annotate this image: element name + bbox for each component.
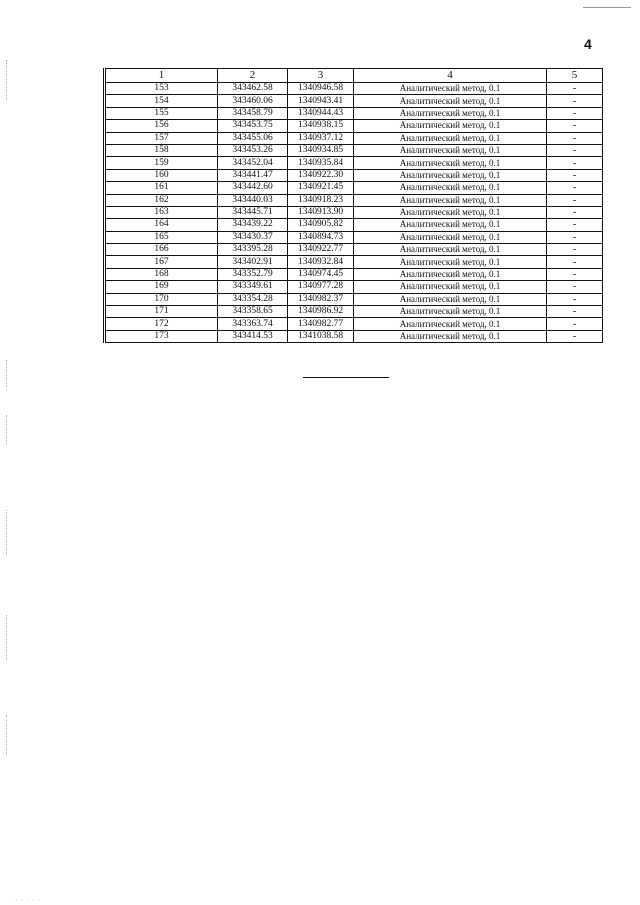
y-coordinate-cell: 1340946.58	[288, 83, 354, 95]
table-row	[105, 120, 603, 132]
x-coordinate-cell: 343440.03	[218, 194, 288, 206]
y-coordinate-cell: 1340922.30	[288, 169, 354, 181]
x-coordinate-cell: 343460.06	[218, 95, 288, 107]
method-cell: Аналитический метод, 0.1	[354, 268, 547, 280]
point-number-cell: 157	[105, 132, 218, 144]
note-cell: -	[547, 318, 603, 330]
note-cell: -	[547, 169, 603, 181]
method-cell: Аналитический метод, 0.1	[354, 244, 547, 256]
method-cell: Аналитический метод, 0.1	[354, 107, 547, 119]
table-row	[105, 182, 603, 194]
method-cell: Аналитический метод, 0.1	[354, 144, 547, 156]
table-row	[105, 107, 603, 119]
note-cell: -	[547, 256, 603, 268]
method-cell: Аналитический метод, 0.1	[354, 182, 547, 194]
point-number-cell: 154	[105, 95, 218, 107]
note-cell: -	[547, 182, 603, 194]
column-header-4: 4	[354, 69, 547, 83]
column-header-5: 5	[547, 69, 603, 83]
table-row	[105, 132, 603, 144]
point-number-cell: 159	[105, 157, 218, 169]
x-coordinate-cell: 343363.74	[218, 318, 288, 330]
method-cell: Аналитический метод, 0.1	[354, 318, 547, 330]
y-coordinate-cell: 1340937.12	[288, 132, 354, 144]
point-number-cell: 167	[105, 256, 218, 268]
method-cell: Аналитический метод, 0.1	[354, 83, 547, 95]
point-number-cell: 160	[105, 169, 218, 181]
note-cell: -	[547, 83, 603, 95]
note-cell: -	[547, 132, 603, 144]
x-coordinate-cell: 343349.61	[218, 281, 288, 293]
point-number-cell: 169	[105, 281, 218, 293]
method-cell: Аналитический метод, 0.1	[354, 306, 547, 318]
x-coordinate-cell: 343442.60	[218, 182, 288, 194]
method-cell: Аналитический метод, 0.1	[354, 256, 547, 268]
y-coordinate-cell: 1340977.28	[288, 281, 354, 293]
note-cell: -	[547, 206, 603, 218]
x-coordinate-cell: 343358.65	[218, 306, 288, 318]
coordinates-table	[103, 68, 603, 343]
note-cell: -	[547, 231, 603, 243]
method-cell: Аналитический метод, 0.1	[354, 231, 547, 243]
margin-scan-dots	[6, 360, 7, 390]
column-header-2: 2	[218, 69, 288, 83]
note-cell: -	[547, 107, 603, 119]
point-number-cell: 156	[105, 120, 218, 132]
table-row	[105, 194, 603, 206]
y-coordinate-cell: 1340921.45	[288, 182, 354, 194]
table-row	[105, 293, 603, 305]
point-number-cell: 162	[105, 194, 218, 206]
column-header-3: 3	[288, 69, 354, 83]
y-coordinate-cell: 1340982.77	[288, 318, 354, 330]
point-number-cell: 173	[105, 330, 218, 342]
table-row	[105, 95, 603, 107]
table-body	[105, 83, 603, 343]
x-coordinate-cell: 343462.58	[218, 83, 288, 95]
point-number-cell: 166	[105, 244, 218, 256]
y-coordinate-cell: 1340974.45	[288, 268, 354, 280]
method-cell: Аналитический метод, 0.1	[354, 194, 547, 206]
x-coordinate-cell: 343455.06	[218, 132, 288, 144]
x-coordinate-cell: 343354.28	[218, 293, 288, 305]
table-row	[105, 144, 603, 156]
note-cell: -	[547, 157, 603, 169]
table-row	[105, 318, 603, 330]
table-header-row	[105, 69, 603, 83]
method-cell: Аналитический метод, 0.1	[354, 169, 547, 181]
margin-scan-dots	[6, 415, 7, 445]
table-row	[105, 244, 603, 256]
table-row	[105, 231, 603, 243]
x-coordinate-cell: 343445.71	[218, 206, 288, 218]
point-number-cell: 168	[105, 268, 218, 280]
point-number-cell: 171	[105, 306, 218, 318]
y-coordinate-cell: 1340982.37	[288, 293, 354, 305]
y-coordinate-cell: 1340986.92	[288, 306, 354, 318]
x-coordinate-cell: 343453.26	[218, 144, 288, 156]
table-row	[105, 83, 603, 95]
x-coordinate-cell: 343452.04	[218, 157, 288, 169]
method-cell: Аналитический метод, 0.1	[354, 120, 547, 132]
top-right-rule	[583, 7, 631, 8]
note-cell: -	[547, 144, 603, 156]
y-coordinate-cell: 1340944.43	[288, 107, 354, 119]
point-number-cell: 155	[105, 107, 218, 119]
x-coordinate-cell: 343441.47	[218, 169, 288, 181]
y-coordinate-cell: 1340938.15	[288, 120, 354, 132]
margin-scan-dots	[6, 60, 7, 100]
y-coordinate-cell: 1340913.90	[288, 206, 354, 218]
method-cell: Аналитический метод, 0.1	[354, 281, 547, 293]
method-cell: Аналитический метод, 0.1	[354, 330, 547, 342]
x-coordinate-cell: 343439.22	[218, 219, 288, 231]
table-row	[105, 256, 603, 268]
method-cell: Аналитический метод, 0.1	[354, 219, 547, 231]
note-cell: -	[547, 306, 603, 318]
table-row	[105, 219, 603, 231]
method-cell: Аналитический метод, 0.1	[354, 293, 547, 305]
method-cell: Аналитический метод, 0.1	[354, 132, 547, 144]
x-coordinate-cell: 343414.53	[218, 330, 288, 342]
table-row	[105, 169, 603, 181]
x-coordinate-cell: 343395.28	[218, 244, 288, 256]
x-coordinate-cell: 343453.75	[218, 120, 288, 132]
table-row	[105, 306, 603, 318]
point-number-cell: 172	[105, 318, 218, 330]
table-row	[105, 268, 603, 280]
column-header-1: 1	[105, 69, 218, 83]
y-coordinate-cell: 1340905.82	[288, 219, 354, 231]
point-number-cell: 163	[105, 206, 218, 218]
margin-scan-dots	[6, 510, 7, 555]
y-coordinate-cell: 1340922.77	[288, 244, 354, 256]
y-coordinate-cell: 1341038.58	[288, 330, 354, 342]
note-cell: -	[547, 120, 603, 132]
note-cell: -	[547, 293, 603, 305]
margin-scan-dots	[6, 615, 7, 660]
point-number-cell: 165	[105, 231, 218, 243]
note-cell: -	[547, 330, 603, 342]
x-coordinate-cell: 343402.91	[218, 256, 288, 268]
note-cell: -	[547, 194, 603, 206]
note-cell: -	[547, 281, 603, 293]
table-row	[105, 330, 603, 342]
method-cell: Аналитический метод, 0.1	[354, 157, 547, 169]
point-number-cell: 158	[105, 144, 218, 156]
point-number-cell: 164	[105, 219, 218, 231]
y-coordinate-cell: 1340894.73	[288, 231, 354, 243]
y-coordinate-cell: 1340932.84	[288, 256, 354, 268]
x-coordinate-cell: 343430.37	[218, 231, 288, 243]
table-row	[105, 157, 603, 169]
method-cell: Аналитический метод, 0.1	[354, 206, 547, 218]
margin-scan-dots	[6, 715, 7, 755]
x-coordinate-cell: 343458.79	[218, 107, 288, 119]
table-row	[105, 281, 603, 293]
y-coordinate-cell: 1340918.23	[288, 194, 354, 206]
point-number-cell: 161	[105, 182, 218, 194]
note-cell: -	[547, 219, 603, 231]
point-number-cell: 153	[105, 83, 218, 95]
y-coordinate-cell: 1340934.85	[288, 144, 354, 156]
y-coordinate-cell: 1340935.84	[288, 157, 354, 169]
note-cell: -	[547, 244, 603, 256]
end-of-table-rule	[303, 377, 389, 378]
note-cell: -	[547, 268, 603, 280]
y-coordinate-cell: 1340943.41	[288, 95, 354, 107]
point-number-cell: 170	[105, 293, 218, 305]
table-row	[105, 206, 603, 218]
method-cell: Аналитический метод, 0.1	[354, 95, 547, 107]
page-number: 4	[584, 36, 592, 52]
note-cell: -	[547, 95, 603, 107]
scan-artifact: · · · · · ·	[10, 898, 41, 904]
x-coordinate-cell: 343352.79	[218, 268, 288, 280]
